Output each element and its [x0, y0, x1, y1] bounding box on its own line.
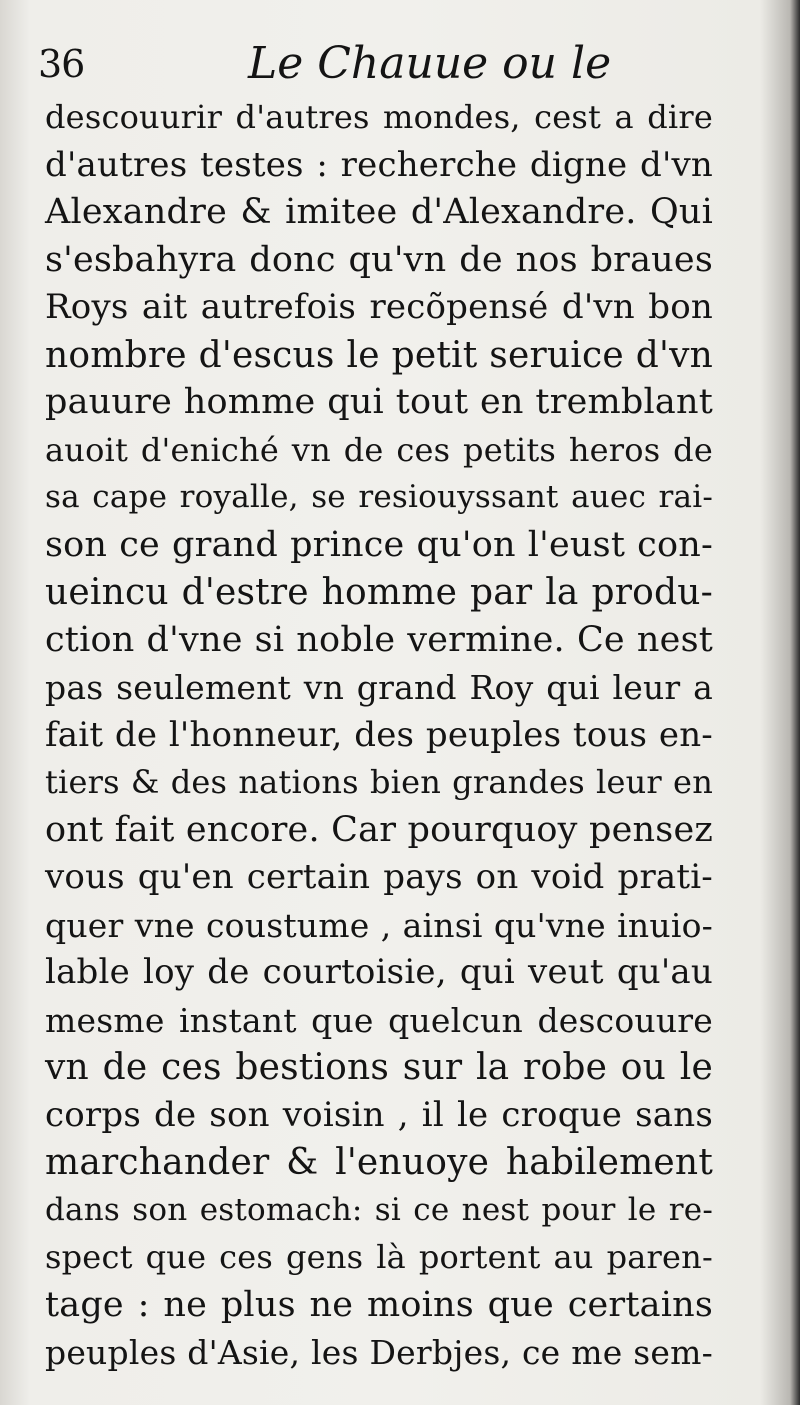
body-text — [45, 94, 713, 1377]
text-line: lable loy de courtoisie, qui veut qu'au — [45, 952, 713, 992]
text-line: s'esbahyra donc qu'vn de nos braues — [45, 239, 713, 280]
text-line: Roys ait autrefois recõpensé d'vn bon — [45, 287, 713, 327]
text-line: dans son estomach: si ce nest pour le re- — [45, 1191, 713, 1228]
text-line: d'autres testes : recherche digne d'vn — [45, 144, 713, 185]
text-line: tage : ne plus ne moins que certains — [45, 1284, 713, 1325]
text-line: mesme instant que quelcun descouure — [45, 1000, 713, 1040]
running-title: Le Chauue ou le — [248, 38, 612, 89]
text-line: son ce grand prince qu'on l'eust con- — [45, 524, 713, 565]
text-line: peuples d'Asie, les Derbjes, ce me sem- — [45, 1333, 713, 1372]
text-line: auoit d'eniché vn de ces petits heros de — [45, 430, 713, 469]
page-number: 36 — [38, 42, 85, 86]
text-line: fait de l'honneur, des peuples tous en- — [45, 714, 713, 755]
text-line: pauure homme qui tout en tremblant — [45, 382, 713, 422]
text-line: Alexandre & imitee d'Alexandre. Qui — [45, 192, 713, 232]
text-line: corps de son voisin , il le croque sans — [45, 1094, 713, 1135]
page-header — [38, 36, 778, 96]
text-line: vous qu'en certain pays on void prati- — [45, 857, 713, 897]
text-line: descouurir d'autres mondes, cest a dire — [45, 98, 713, 136]
text-line: tiers & des nations bien grandes leur en — [45, 763, 713, 801]
text-line: ont fait encore. Car pourquoy pensez — [45, 809, 713, 850]
text-line: quer vne coustume , ainsi qu'vne inuio- — [45, 905, 713, 945]
text-line: pas seulement vn grand Roy qui leur a — [45, 668, 713, 707]
text-line: ueincu d'estre homme par la produ- — [45, 572, 713, 613]
text-line: ction d'vne si noble vermine. Ce nest — [45, 619, 713, 660]
text-line: sa cape royalle, se resiouyssant auec rai- — [45, 479, 713, 515]
text-line: spect que ces gens là portent au paren- — [45, 1238, 713, 1276]
text-line: vn de ces bestions sur la robe ou le — [45, 1047, 713, 1088]
text-line: marchander & l'enuoye habilement — [45, 1142, 713, 1183]
text-line: nombre d'escus le petit seruice d'vn — [45, 334, 713, 376]
